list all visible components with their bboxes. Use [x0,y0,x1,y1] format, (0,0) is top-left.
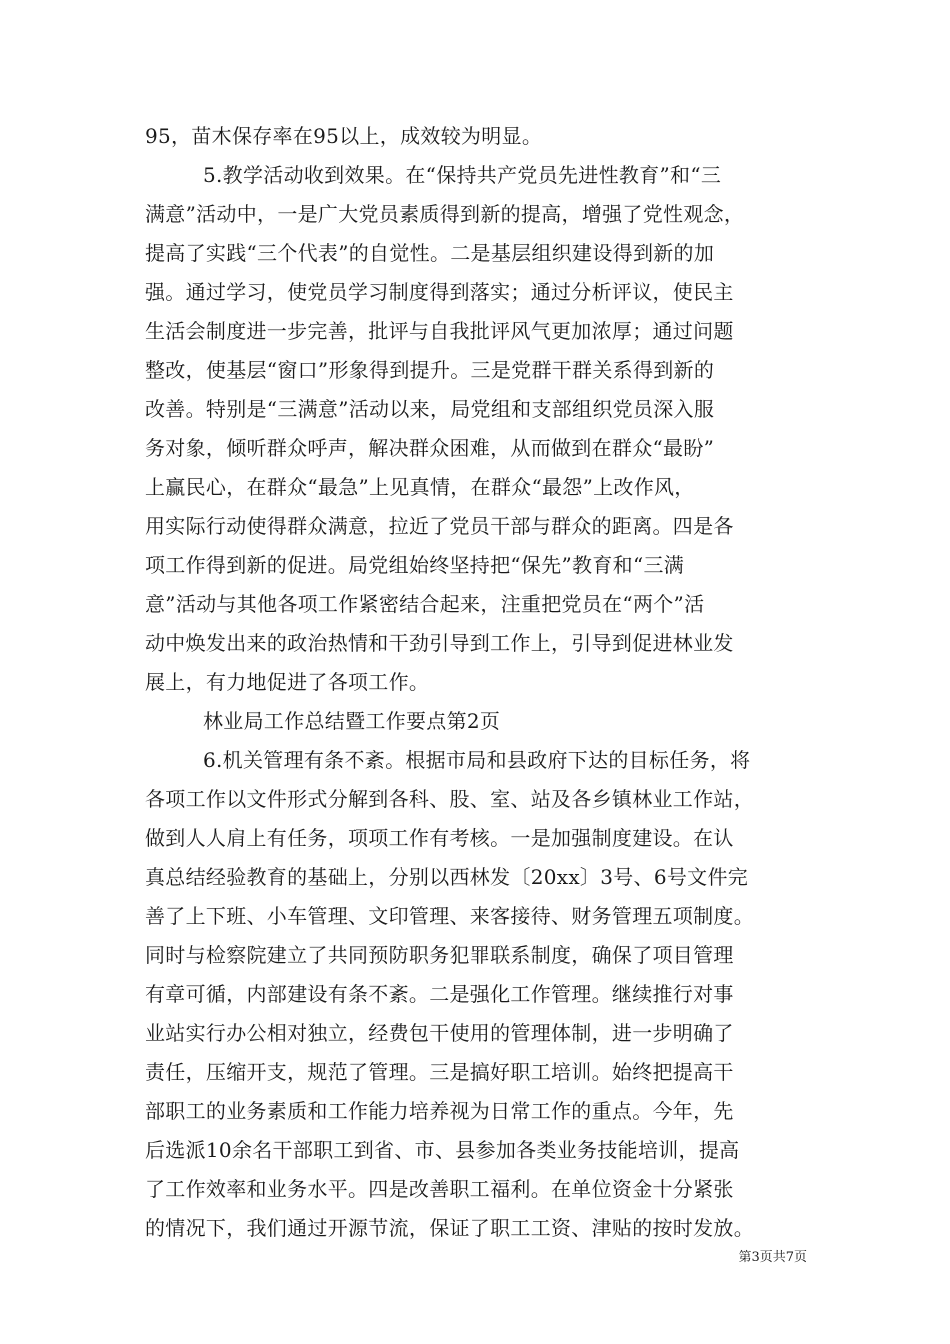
text-line: 生活会制度进一步完善，批评与自我批评风气更加浓厚；通过问题 [145,319,734,343]
text-line: 用实际行动使得群众满意，拉近了党员干部与群众的距离。四是各 [145,514,734,538]
text-line: 责任，压缩开支，规范了管理。三是搞好职工培训。始终把提高干 [145,1060,734,1084]
text-line: 务对象，倾听群众呼声，解决群众困难，从而做到在群众“最盼” [145,436,715,460]
text-line: 上赢民心，在群众“最急”上见真情，在群众“最怨”上改作风， [145,475,695,499]
text-line: 展上，有力地促进了各项工作。 [145,670,430,694]
paragraph-start-line: 5.教学活动收到效果。在“保持共产党员先进性教育”和“三 [203,163,722,187]
text-line: 满意”活动中，一是广大党员素质得到新的提高，增强了党性观念， [145,202,745,226]
text-line: 同时与检察院建立了共同预防职务犯罪联系制度，确保了项目管理 [145,943,734,967]
page-number: 第3页共7页 [738,1250,807,1265]
text-line: 的情况下，我们通过开源节流，保证了职工工资、津贴的按时发放。 [145,1216,754,1240]
text-line: 有章可循，内部建设有条不紊。二是强化工作管理。继续推行对事 [145,982,734,1006]
document-body [145,117,825,1248]
text-line: 整改，使基层“窗口”形象得到提升。三是党群干群关系得到新的 [145,358,715,382]
text-line: 动中焕发出来的政治热情和干劲引导到工作上，引导到促进林业发 [145,631,734,655]
text-line: 真总结经验教育的基础上，分别以西林发〔20xx〕3号、6号文件完 [145,865,749,889]
text-line: 善了上下班、小车管理、文印管理、来客接待、财务管理五项制度。 [145,904,754,928]
text-line: 项工作得到新的促进。局党组始终坚持把“保先”教育和“三满 [145,553,685,577]
text-line: 后选派10余名干部职工到省、市、县参加各类业务技能培训，提高 [145,1138,740,1162]
paragraph-start-line: 6.机关管理有条不紊。根据市局和县政府下达的目标任务，将 [203,748,751,772]
text-line: 做到人人肩上有任务，项项工作有考核。一是加强制度建设。在认 [145,826,734,850]
text-line: 提高了实践“三个代表”的自觉性。二是基层组织建设得到新的加 [145,241,715,265]
text-line: 95，苗木保存率在95以上，成效较为明显。 [145,124,543,148]
text-line: 强。通过学习，使党员学习制度得到落实；通过分析评议，使民主 [145,280,734,304]
text-line: 业站实行办公相对独立，经费包干使用的管理体制，进一步明确了 [145,1021,734,1045]
text-line: 改善。特别是“三满意”活动以来，局党组和支部组织党员深入服 [145,397,715,421]
text-line: 各项工作以文件形式分解到各科、股、室、站及各乡镇林业工作站， [145,787,754,811]
text-line: 了工作效率和业务水平。四是改善职工福利。在单位资金十分紧张 [145,1177,734,1201]
section-heading: 林业局工作总结暨工作要点第2页 [203,709,501,733]
text-line: 意”活动与其他各项工作紧密结合起来，注重把党员在“两个”活 [145,592,705,616]
text-line: 部职工的业务素质和工作能力培养视为日常工作的重点。今年，先 [145,1099,734,1123]
